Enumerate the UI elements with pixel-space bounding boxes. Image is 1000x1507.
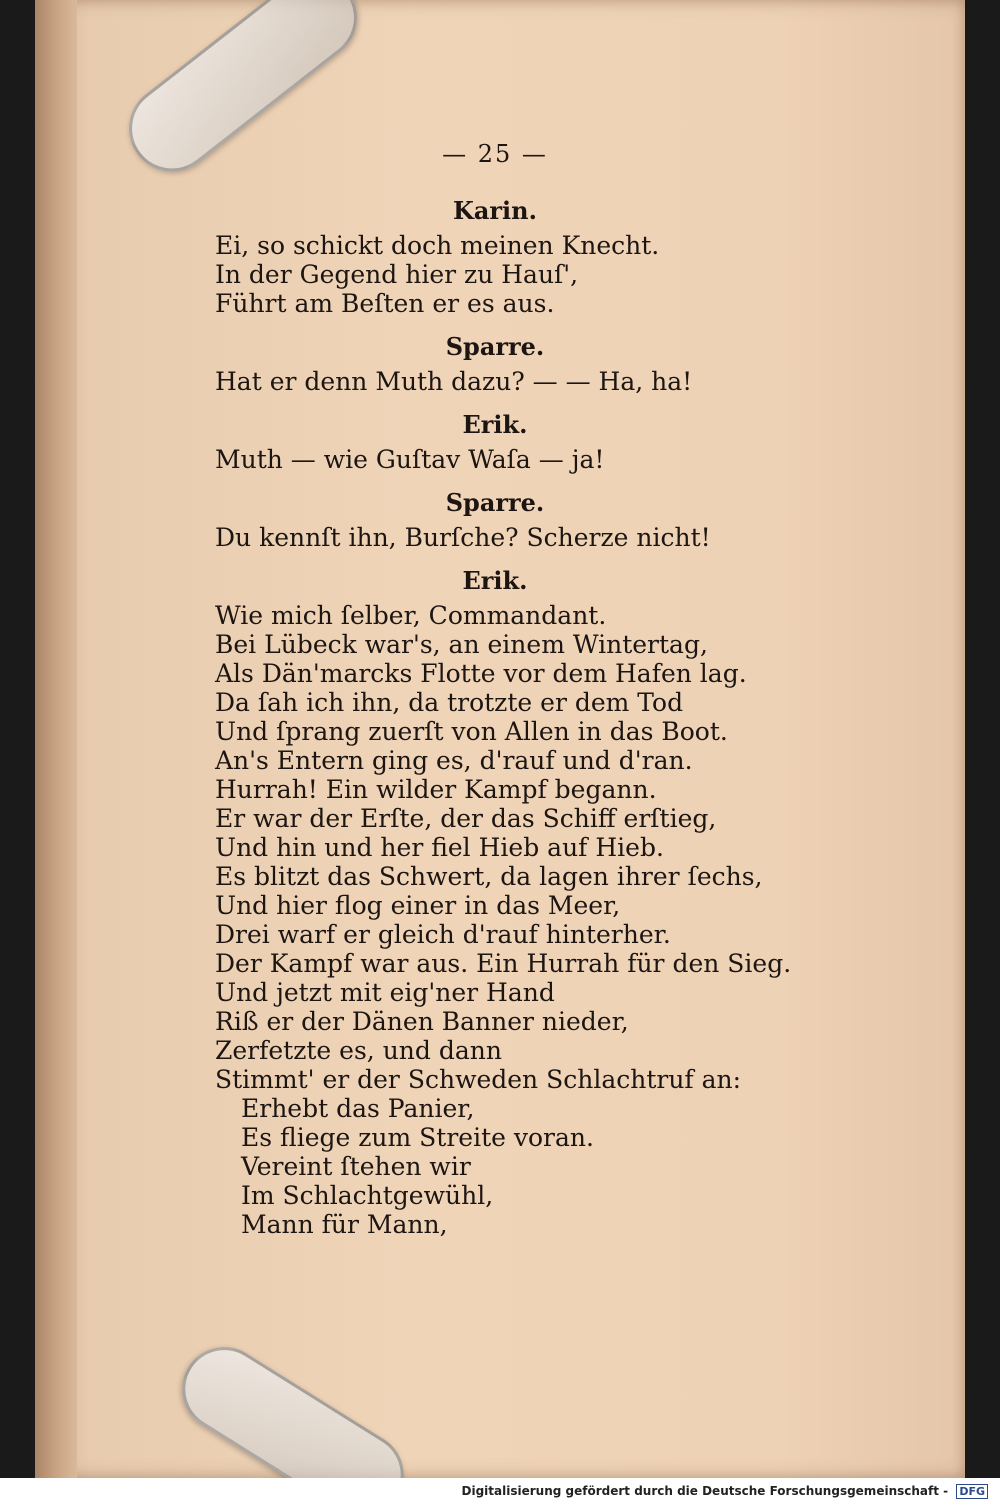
dialogue-block-erik-2 xyxy=(215,566,855,1094)
verse-line: Hurrah! Ein wilder Kampf begann. xyxy=(215,775,657,804)
verse-line: An's Entern ging es, d'rauf und d'ran. xyxy=(215,746,693,775)
song-line: Mann für Mann, xyxy=(241,1210,448,1239)
speaker-label: Sparre. xyxy=(445,332,545,361)
verse-line: Es blitzt das Schwert, da lagen ihrer ſechs, xyxy=(215,862,763,891)
verse-line: Als Dän'marcks Flotte vor dem Hafen lag. xyxy=(215,659,747,688)
page-text xyxy=(215,140,855,1239)
song-line: Es fliege zum Streite voran. xyxy=(241,1123,594,1152)
speaker-label: Sparre. xyxy=(445,488,545,517)
verse-line: Er war der Erſte, der das Schiff erſtieg, xyxy=(215,804,717,833)
speaker-label: Erik. xyxy=(462,566,528,595)
verse-line: Da ſah ich ihn, da trotzte er dem Tod xyxy=(215,688,684,717)
verse-line: Drei warf er gleich d'rauf hinterher. xyxy=(215,920,671,949)
song-line: Im Schlachtgewühl, xyxy=(241,1181,494,1210)
dialogue-block-erik xyxy=(215,410,855,474)
verse-line: Bei Lübeck war's, an einem Wintertag, xyxy=(215,630,708,659)
dialogue-block-sparre xyxy=(215,332,855,396)
verse-line: Du kennſt ihn, Burſche? Scherze nicht! xyxy=(215,523,711,552)
verse-line: Der Kampf war aus. Ein Hurrah für den Sieg. xyxy=(215,949,792,978)
verse-line: Stimmt' er der Schweden Schlachtruf an: xyxy=(215,1065,742,1094)
footer-credit xyxy=(462,1484,988,1499)
dialogue-block-karin xyxy=(215,196,855,318)
song-block xyxy=(215,1094,855,1239)
verse-line: Hat er denn Muth dazu? — — Ha, ha! xyxy=(215,367,693,396)
verse-line: Führt am Beſten er es aus. xyxy=(215,289,555,318)
song-line: Erhebt das Panier, xyxy=(241,1094,475,1123)
verse-line: Und jetzt mit eig'ner Hand xyxy=(215,978,555,1007)
speaker-label: Erik. xyxy=(462,410,528,439)
verse-line: Und hin und her fiel Hieb auf Hieb. xyxy=(215,833,664,862)
speaker-label: Karin. xyxy=(453,196,537,225)
digitization-footer xyxy=(0,1478,1000,1507)
song-line: Vereint ſtehen wir xyxy=(241,1152,471,1181)
verse-line: Zerfetzte es, und dann xyxy=(215,1036,502,1065)
book-spine xyxy=(35,0,77,1478)
verse-line: In der Gegend hier zu Hauſ', xyxy=(215,260,579,289)
dfg-logo-icon: DFG xyxy=(956,1484,988,1499)
verse-line: Ei, so schickt doch meinen Knecht. xyxy=(215,231,660,260)
dialogue-block-sparre-2 xyxy=(215,488,855,552)
footer-credit-text: Digitalisierung gefördert durch die Deutsche Forschungsgemeinschaft - xyxy=(461,1484,949,1498)
verse-line: Muth — wie Guſtav Waſa — ja! xyxy=(215,445,605,474)
verse-line: Und ſprang zuerſt von Allen in das Boot. xyxy=(215,717,728,746)
verse-line: Riß er der Dänen Banner nieder, xyxy=(215,1007,629,1036)
verse-line: Und hier flog einer in das Meer, xyxy=(215,891,621,920)
page-number: — 25 — xyxy=(442,140,548,168)
verse-line: Wie mich ſelber, Commandant. xyxy=(215,601,607,630)
